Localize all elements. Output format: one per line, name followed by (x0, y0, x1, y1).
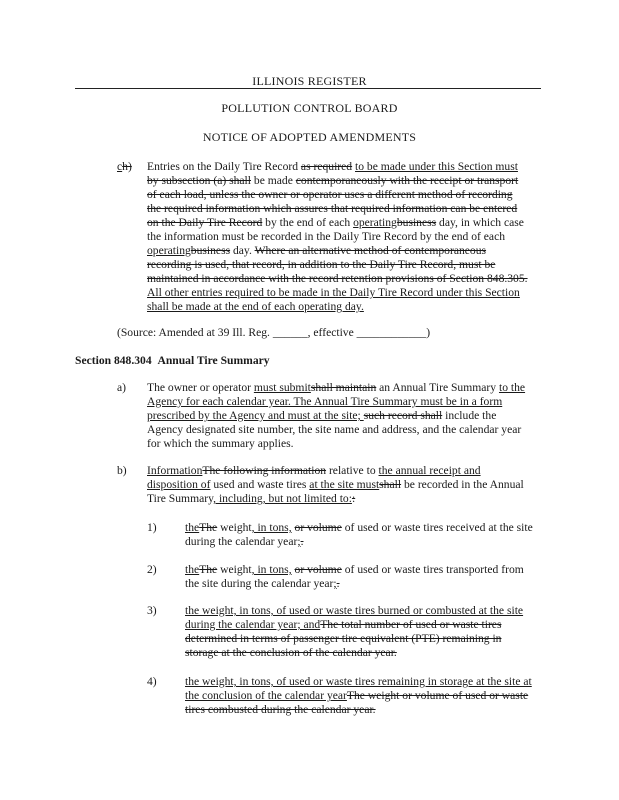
deleted-text: contemporaneously with the receipt or transport (295, 174, 519, 187)
inserted-text: operating (147, 244, 191, 257)
ch-line-7 (147, 244, 486, 258)
paragraph-label-a: a) (117, 381, 127, 394)
inserted-text: to the (498, 381, 526, 394)
text: relative to (326, 464, 379, 477)
a-line-3 (147, 409, 496, 423)
deleted-text: . (300, 535, 304, 548)
deleted-text: The (199, 521, 218, 534)
item-label-4: 4) (147, 675, 157, 688)
text: the site during the calendar year (185, 577, 334, 590)
paragraph-label-c (117, 160, 132, 173)
item-1-line-2 (185, 535, 303, 549)
text: an Annual Tire Summary (376, 381, 499, 394)
ch-line-3: of each load, unless the owner or operator uses a different method of recording (147, 188, 513, 201)
deleted-text: on the Daily Tire Record (147, 216, 263, 229)
text: weight (217, 563, 252, 576)
paragraph-label-b: b) (117, 464, 127, 477)
deleted-text: . (336, 577, 340, 590)
deleted-text: or volume (294, 563, 342, 576)
a-line-1 (147, 381, 525, 395)
item-label-1: 1) (147, 521, 157, 534)
deleted-text: shall (379, 478, 402, 491)
deleted-text: business (396, 216, 437, 229)
ch-line-8: recording is used, that record, in addition to the Daily Tire Record, must be (147, 258, 496, 271)
deleted-text: shall maintain (310, 381, 377, 394)
text: weight (217, 521, 252, 534)
item-3-line-1: the weight, in tons, of used or waste tires burned or combusted at the site (185, 604, 524, 617)
inserted-text: , including, but not limited to: (213, 492, 352, 505)
ch-line-11: shall be made at the end of each operating day. (147, 300, 364, 313)
header-rule (75, 88, 541, 89)
notice-title: NOTICE OF ADOPTED AMENDMENTS (202, 130, 417, 144)
inserted-text: the annual receipt and (378, 464, 481, 477)
inserted-text: the (185, 563, 200, 576)
deleted-text: or volume (294, 521, 342, 534)
inserted-text: prescribed by the Agency and must at the site; (147, 409, 364, 422)
item-3-line-4: storage at the conclusion of the calendar year. (185, 646, 397, 659)
text: of used or waste tires received at the site (341, 521, 533, 534)
board-name: POLLUTION CONTROL BOARD (221, 101, 398, 115)
text: by the end of each (262, 216, 354, 229)
text: day. (230, 244, 255, 257)
text: during the calendar year (185, 535, 298, 548)
b-line-1 (147, 464, 481, 478)
b-line-2 (147, 478, 524, 492)
deleted-text: Where an alternative method of contemporaneous (254, 244, 487, 257)
ch-line-4: the required information which assures that required information can be entered (147, 202, 518, 215)
ch-line-2 (147, 174, 518, 188)
text: include the (442, 409, 497, 422)
text: be recorded in the Annual (401, 478, 524, 491)
item-2-line-1 (185, 563, 524, 577)
section-number: Section 848.304 (75, 354, 152, 367)
text: day, in which case (436, 216, 524, 229)
item-label-3: 3) (147, 604, 157, 617)
section-title: Annual Tire Summary (157, 354, 270, 367)
inserted-text: , in tons, (251, 521, 292, 534)
inserted-text: operating (353, 216, 397, 229)
label-old: h) (122, 160, 132, 173)
deleted-text: The following information (202, 464, 327, 477)
item-3-line-2 (185, 618, 501, 632)
text: of used or waste tires transported from (341, 563, 524, 576)
item-1-line-1 (185, 521, 533, 535)
text: Entries on the Daily Tire Record (147, 160, 301, 173)
inserted-text: , in tons, (251, 563, 292, 576)
text: used and waste tires (210, 478, 310, 491)
text: be made (251, 174, 296, 187)
inserted-text: at the site must (309, 478, 380, 491)
source-note: (Source: Amended at 39 Ill. Reg. ______, effective ____________) (117, 326, 431, 339)
section-heading (75, 354, 270, 368)
inserted-text: to be made under this Section must (355, 160, 518, 173)
item-3-line-3: determined in terms of passenger tire equivalent (PTE) remaining in (185, 632, 502, 645)
ch-line-9: maintained in accordance with the record retention provisions of Section 848.305. (147, 272, 528, 285)
deleted-text: as required (300, 160, 353, 173)
inserted-text: ; (333, 577, 337, 590)
inserted-text: the (185, 521, 200, 534)
a-line-4: Agency designated site number, the site name and address, and the calendar year (147, 423, 522, 436)
ch-line-6: the information must be recorded in the Daily Tire Record by the end of each (147, 230, 506, 243)
inserted-text: disposition of (147, 478, 211, 491)
ch-line-5 (147, 216, 524, 230)
deleted-text: such record shall (363, 409, 443, 422)
register-header: ILLINOIS REGISTER (252, 74, 367, 88)
item-4-line-2 (185, 689, 528, 703)
item-label-2: 2) (147, 563, 157, 576)
ch-line-10: All other entries required to be made in the Daily Tire Record under this Section (147, 286, 520, 299)
item-2-line-2 (185, 577, 340, 591)
deleted-text: The total number of used or waste tires (320, 618, 502, 631)
deleted-text: by subsection (a) shall (147, 174, 251, 187)
a-line-5: for which the summary applies. (147, 437, 294, 450)
inserted-text: during the calendar year; and (185, 618, 321, 631)
a-line-2: Agency for each calendar year. The Annual Tire Summary must be in a form (147, 395, 503, 408)
b-line-3 (147, 492, 355, 506)
label-new: c (117, 160, 123, 173)
text: The owner or operator (147, 381, 254, 394)
item-4-line-1: the weight, in tons, of used or waste tires remaining in storage at the site at (185, 675, 532, 688)
deleted-text: The (199, 563, 218, 576)
inserted-text: the conclusion of the calendar year (185, 689, 347, 702)
deleted-text: : (351, 492, 356, 505)
deleted-text: business (190, 244, 231, 257)
deleted-text: The weight or volume of used or waste (346, 689, 529, 702)
item-4-line-3: tires combusted during the calendar year. (185, 703, 376, 716)
inserted-text: ; (297, 535, 301, 548)
inserted-text: must submit (253, 381, 311, 394)
text: Tire Summary (147, 492, 214, 505)
inserted-text: Information (147, 464, 203, 477)
ch-line-1 (147, 160, 518, 174)
